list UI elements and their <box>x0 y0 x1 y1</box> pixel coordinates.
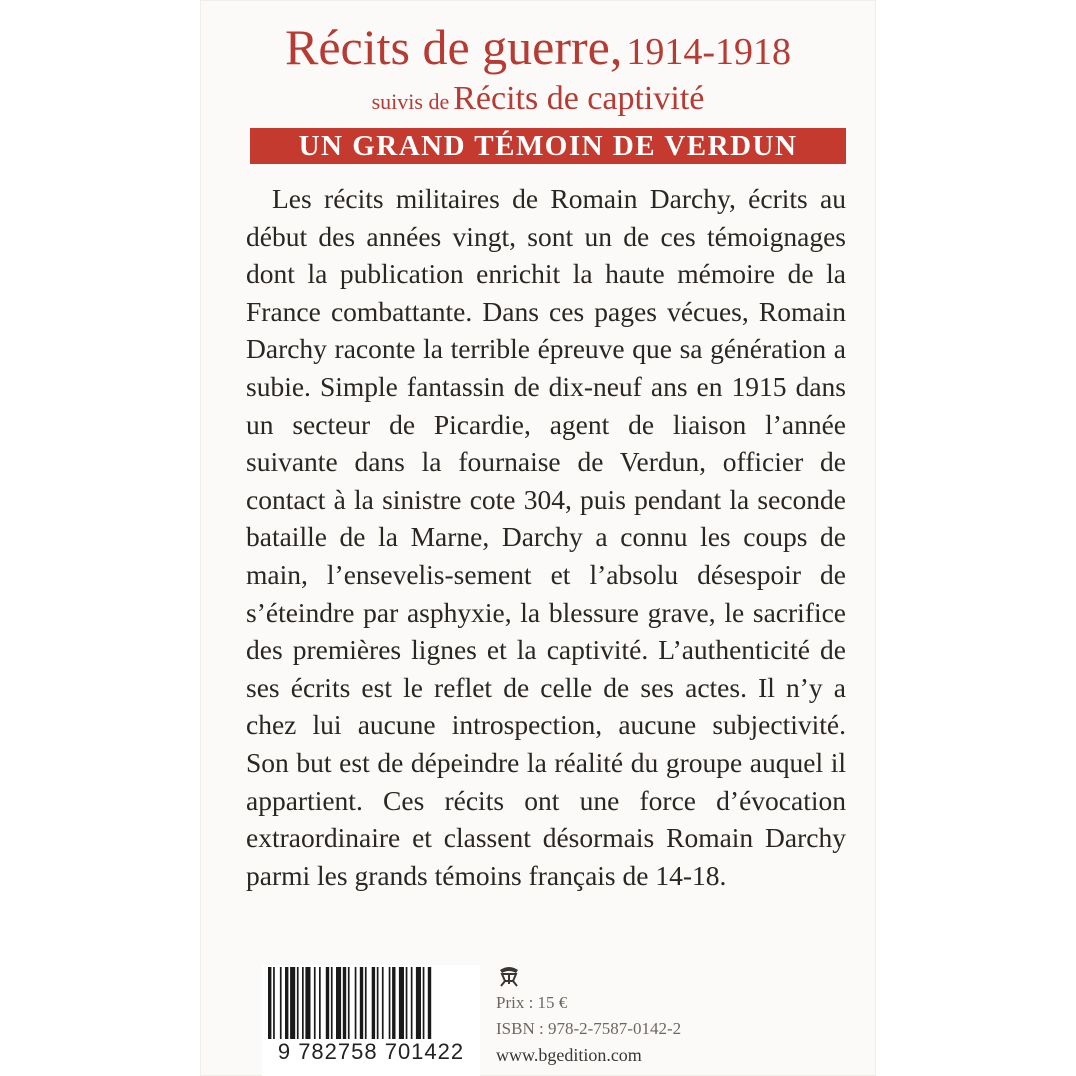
barcode-bar <box>273 967 275 1039</box>
barcode-bars <box>266 967 476 1039</box>
barcode-bar <box>326 967 329 1039</box>
barcode-bar <box>314 967 316 1039</box>
barcode-bar <box>268 967 271 1039</box>
book-title-main: Récits de guerre, <box>284 19 623 75</box>
barcode-bar <box>336 967 341 1039</box>
isbn-barcode <box>262 965 480 1076</box>
barcode-bar <box>360 967 363 1039</box>
barcode-bar <box>331 967 333 1039</box>
barcode-digits: 9 782758 701422 <box>277 1039 465 1064</box>
barcode-bar <box>392 967 395 1039</box>
publisher-logo-icon <box>496 962 522 988</box>
price-label: Prix : 15 € <box>496 993 568 1012</box>
barcode-bar <box>389 967 391 1039</box>
book-back-cover <box>200 0 876 1076</box>
tagline-banner: UN GRAND TÉMOIN DE VERDUN <box>250 128 846 164</box>
barcode-bar <box>423 967 425 1039</box>
barcode-bar <box>377 967 379 1039</box>
barcode-bar <box>343 967 346 1039</box>
barcode-bar <box>365 967 367 1039</box>
barcode-bar <box>348 967 350 1039</box>
barcode-bar <box>280 967 282 1039</box>
book-title <box>200 18 876 76</box>
barcode-bar <box>302 967 304 1039</box>
barcode-bar <box>355 967 357 1039</box>
barcode-bar <box>406 967 408 1039</box>
isbn-label: ISBN : 978-2-7587-0142-2 <box>496 1019 682 1038</box>
barcode-bar <box>416 967 421 1039</box>
book-title-years: 1914-1918 <box>626 31 791 73</box>
barcode-bar <box>305 967 310 1039</box>
subtitle-main: Récits de captivité <box>453 80 705 117</box>
barcode-bar <box>319 967 321 1039</box>
barcode-bar <box>285 967 288 1039</box>
blurb-paragraph: Les récits militaires de Romain Darchy, écrits au début des années vingt, sont un de ces témoignages dont la publication enrichit la haute mémoire de la France combattante. Dans ces pages vécues, Romain Darchy raconte la terrible épreuve que sa génération a subie. Simple fantassin de dix-neuf ans en 1915 dans un secteur de Picardie, agent de liaison l’année suivante dans la fournaise de Verdun, officier de contact à la sinistre cote 304, puis pendant la seconde bataille de la Marne, Darchy a connu les coups de main, l’ensevelis-sement et l’absolu désespoir de s’éteindre par asphyxie, la blessure grave, le sacrifice des premières lignes et la captivité. L’authenticité de ses écrits est le reflet de celle de ses actes. Il n’y a chez lui aucune introspection, aucune subjectivité. Son but est de dépeindre la réalité du groupe auquel il appartient. Ces récits ont une force d’évocation extraordinaire et classent désormais Romain Darchy parmi les grands témoins français de 14-18. <box>246 183 846 891</box>
barcode-bar <box>411 967 413 1039</box>
barcode-bar <box>290 967 295 1039</box>
barcode-bar <box>382 967 384 1039</box>
barcode-bar <box>297 967 299 1039</box>
barcode-bar <box>399 967 404 1039</box>
barcode-bar <box>372 967 375 1039</box>
barcode-bar <box>428 967 431 1039</box>
book-subtitle <box>200 80 876 118</box>
subtitle-prefix: suivis de <box>371 89 450 114</box>
publisher-website: www.bgedition.com <box>496 1045 642 1065</box>
